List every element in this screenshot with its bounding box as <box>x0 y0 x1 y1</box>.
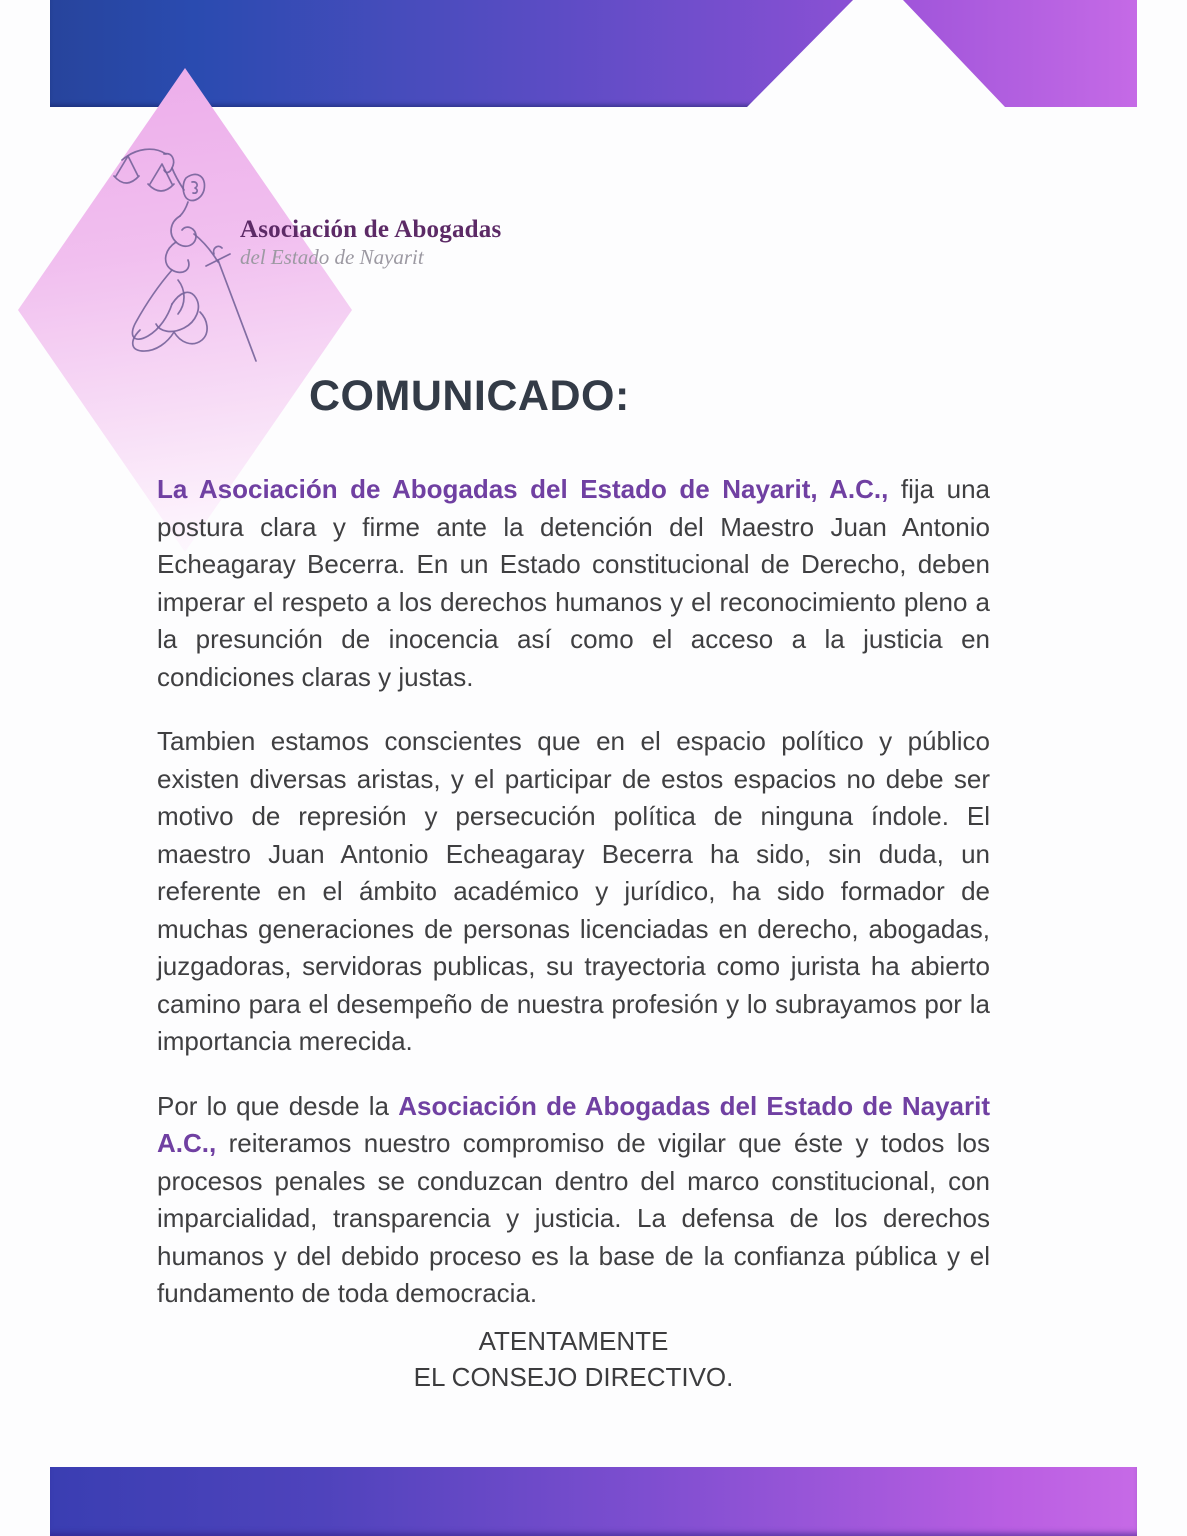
logo-title: Asociación de Abogadas <box>240 216 502 243</box>
paragraph-1-accent: La Asociación de Abogadas del Estado de Nayarit, A.C., <box>157 474 889 504</box>
paragraph-3-intro: Por lo que desde la <box>157 1090 399 1121</box>
signature-block <box>157 1323 990 1395</box>
bottom-banner-shape <box>50 1467 1137 1536</box>
paragraph-3-text: reiteramos nuestro compromiso de vigilar que éste y todos los procesos penales se conduzcan dentro del marco constitucional, con imparcialidad, transparencia y justicia. La defensa de los derechos humanos y del debido proceso es la base de la confianza pública y el fundamento de toda democracia. <box>157 1128 990 1308</box>
signature-line-atentamente: ATENTAMENTE <box>478 1325 669 1356</box>
top-banner-right-shape <box>903 0 1137 107</box>
paragraph-3 <box>157 1088 990 1313</box>
logo-wordmark <box>240 216 501 269</box>
logo-subtitle: del Estado de Nayarit <box>240 245 424 269</box>
paragraph-1 <box>157 471 990 696</box>
paragraph-2-text: Tambien estamos conscientes que en el espacio político y público existen diversas aristas, y el participar de estos espacios no debe ser motivo de represión y persecución política de ninguna índole. El maestro Juan Antonio Echeagaray Becerra ha sido, sin duda, un referente en el ámbito académico y jurídico, ha sido formador de muchas generaciones de personas licenciadas en derecho, abogadas, juzgadoras, servidoras publicas, su trayectoria como jurista ha abierto camino para el desempeño de nuestra profesión y lo subrayamos por la importancia merecida. <box>157 726 990 1056</box>
paragraph-3-accent: Asociación de Abogadas del Estado de Nayarit A.C., <box>157 1090 991 1158</box>
body-text <box>157 471 990 1395</box>
paragraph-2 <box>157 723 990 1061</box>
page-title: COMUNICADO: <box>309 372 630 420</box>
signature-line-consejo: EL CONSEJO DIRECTIVO. <box>413 1361 734 1392</box>
paragraph-1-text: fija una postura clara y firme ante la detención del Maestro Juan Antonio Echeagaray Becerra. En un Estado constitucional de Derecho, deben imperar el respeto a los derechos humanos y el reconocimiento pleno a la presunción de inocencia así como el acceso a la justicia en condiciones claras y justas. <box>157 474 990 692</box>
